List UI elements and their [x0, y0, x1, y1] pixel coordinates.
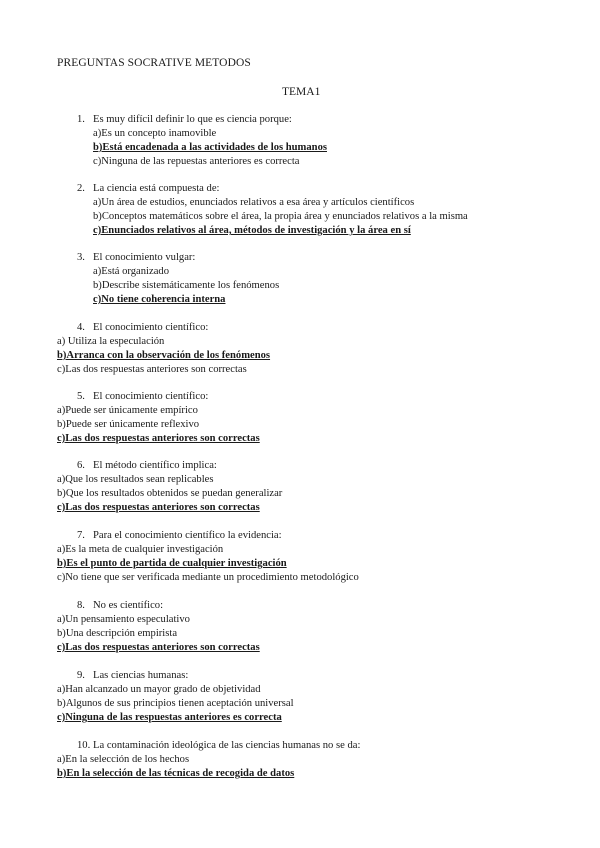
question-stem	[57, 739, 360, 753]
correct-answer: b)En la selección de las técnicas de recogida de datos	[57, 768, 295, 779]
document-title: PREGUNTAS SOCRATIVE METODOS	[57, 57, 251, 69]
question-text: No es científico:	[93, 600, 164, 611]
answer-option: a)Puede ser únicamente empírico	[57, 405, 198, 416]
answer-option: a)Es la meta de cualquier investigación	[57, 544, 224, 555]
question-text: Es muy difícil definir lo que es ciencia porque:	[93, 114, 292, 125]
question-text: El método científico implica:	[93, 460, 217, 471]
question-10	[57, 739, 360, 781]
answer-option: a)Un pensamiento especulativo	[57, 614, 190, 625]
question-5	[57, 390, 260, 446]
answer-option: a)Que los resultados sean replicables	[57, 474, 214, 485]
question-4	[57, 321, 270, 377]
question-number: 5.	[77, 391, 85, 402]
question-stem	[57, 321, 270, 335]
correct-answer: c)Las dos respuestas anteriores son correctas	[57, 642, 260, 653]
answer-option: b)Que los resultados obtenidos se puedan generalizar	[57, 488, 283, 499]
answer-option: a)Un área de estudios, enunciados relativos a esa área y artículos científicos	[93, 197, 415, 208]
answer-option: a)Es un concepto inamovible	[93, 128, 217, 139]
correct-answer: c)No tiene coherencia interna	[93, 294, 226, 305]
question-text: Las ciencias humanas:	[93, 670, 189, 681]
answer-option: c)Las dos respuestas anteriores son correctas	[57, 364, 247, 375]
question-number: 10.	[77, 740, 91, 751]
correct-answer: b)Arranca con la observación de los fenómenos	[57, 350, 271, 361]
correct-answer: b)Es el punto de partida de cualquier investigación	[57, 558, 287, 569]
question-number: 8.	[77, 600, 85, 611]
question-number: 9.	[77, 670, 85, 681]
answer-option: a)Han alcanzado un mayor grado de objetividad	[57, 684, 261, 695]
answer-option: b)Una descripción empirista	[57, 628, 178, 639]
question-2	[57, 182, 468, 238]
answer-option: b)Conceptos matemáticos sobre el área, la propia área y enunciados relativos a la misma	[93, 211, 468, 222]
answer-option: a) Utiliza la especulación	[57, 336, 165, 347]
question-number: 2.	[77, 183, 85, 194]
question-7	[57, 529, 359, 585]
question-1	[57, 113, 327, 169]
question-stem	[57, 459, 282, 473]
question-text: El conocimiento vulgar:	[93, 252, 196, 263]
answer-option: a)Está organizado	[93, 266, 169, 277]
answer-option: b)Describe sistemáticamente los fenómenos	[93, 280, 280, 291]
question-number: 1.	[77, 114, 85, 125]
answer-option: a)En la selección de los hechos	[57, 754, 190, 765]
question-stem	[57, 390, 260, 404]
question-stem	[57, 669, 294, 683]
answer-option: c)Ninguna de las repuestas anteriores es correcta	[93, 156, 300, 167]
question-text: El conocimiento científico:	[93, 322, 209, 333]
correct-answer: c)Ninguna de las respuestas anteriores es correcta	[57, 712, 282, 723]
answer-option: c)No tiene que ser verificada mediante un procedimiento metodológico	[57, 572, 359, 583]
correct-answer: b)Está encadenada a las actividades de los humanos	[93, 142, 327, 153]
question-number: 6.	[77, 460, 85, 471]
correct-answer: c)Las dos respuestas anteriores son correctas	[57, 433, 260, 444]
question-text: La contaminación ideológica de las ciencias humanas no se da:	[93, 740, 361, 751]
question-stem	[57, 529, 359, 543]
correct-answer: c)Las dos respuestas anteriores son correctas	[57, 502, 260, 513]
question-3	[57, 251, 279, 307]
question-9	[57, 669, 294, 725]
section-heading: TEMA1	[282, 86, 321, 98]
question-stem	[57, 599, 260, 613]
question-stem	[57, 182, 468, 196]
question-text: La ciencia está compuesta de:	[93, 183, 220, 194]
question-number: 7.	[77, 530, 85, 541]
question-8	[57, 599, 260, 655]
correct-answer: c)Enunciados relativos al área, métodos de investigación y la área en sí	[93, 225, 411, 236]
question-stem	[57, 113, 327, 127]
question-number: 4.	[77, 322, 85, 333]
question-number: 3.	[77, 252, 85, 263]
answer-option: b)Puede ser únicamente reflexivo	[57, 419, 200, 430]
question-text: El conocimiento científico:	[93, 391, 209, 402]
question-text: Para el conocimiento científico la evidencia:	[93, 530, 282, 541]
question-6	[57, 459, 282, 515]
answer-option: b)Algunos de sus principios tienen aceptación universal	[57, 698, 294, 709]
question-stem	[57, 251, 279, 265]
